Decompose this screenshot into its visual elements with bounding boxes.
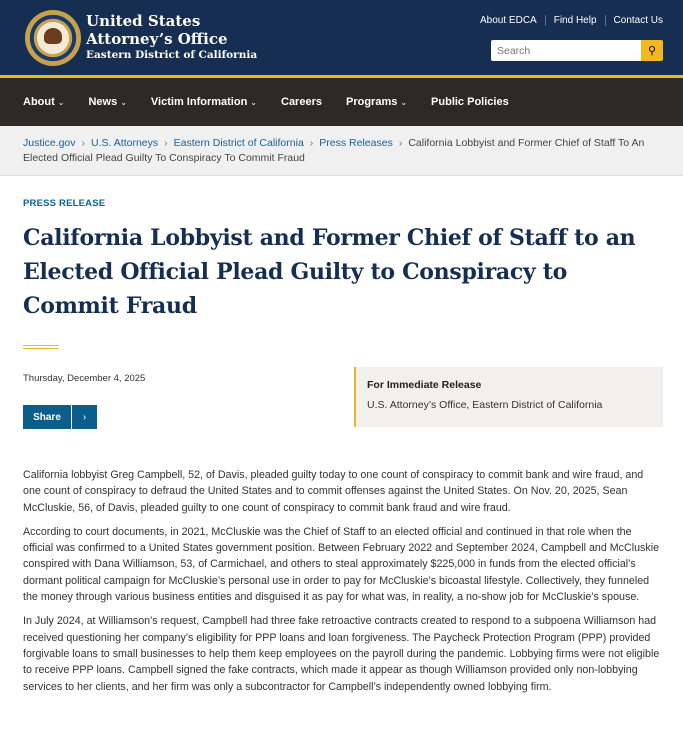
breadcrumb-edca[interactable]: Eastern District of California	[173, 137, 304, 149]
chevron-right-icon: ›	[309, 137, 314, 149]
chevron-right-icon: ›	[82, 411, 87, 423]
contact-us-link[interactable]: Contact Us	[605, 15, 663, 26]
chevron-down-icon: ⌄	[57, 98, 65, 107]
utility-links	[472, 15, 663, 26]
chevron-down-icon: ⌄	[400, 98, 408, 107]
nav-programs[interactable]	[346, 96, 407, 108]
search-icon: ⚲	[647, 45, 657, 57]
find-help-link[interactable]: Find Help	[545, 15, 605, 26]
nav-label: Careers	[281, 96, 322, 108]
chevron-right-icon: ›	[81, 137, 86, 149]
release-heading: For Immediate Release	[367, 379, 482, 391]
brand-line-1: United States	[86, 12, 201, 30]
nav-about[interactable]	[23, 96, 64, 108]
nav-label: Public Policies	[431, 96, 509, 108]
brand-line-2: Attorney’s Office	[86, 30, 228, 48]
article-paragraph: California lobbyist Greg Campbell, 52, of Davis, pleaded guilty today to one count of conspiracy to commit bank and wire fraud, and one count of conspiracy to defraud the United States and to commit offenses against the United States. On Nov. 20, 2025, Sean McCluskie, 56, of Davis, pleaded guilty to one count of conspiracy to commit bank fraud and wire fraud.	[23, 469, 644, 514]
breadcrumb	[0, 126, 683, 176]
chevron-down-icon: ⌄	[120, 98, 127, 107]
article-paragraph: In July 2024, at Williamson’s request, Campbell had three fake retroactive contracts created to respond to a subpoena Williamson had received questioning her company’s eligibility for PPP loans and loan forgiveness. The Paycheck Protection Program (PPP) provided forgivable loans to small businesses to help them keep employees on the payroll during the pandemic. Lobbying firms were not eligible to receive PPP loans. Campbell signed the fake contracts, which made it appear as though Williamson provided only non-lobbying services to her clients, and her firm was only a subcontractor for Campbell’s independently owned lobbying firm.	[23, 615, 660, 693]
search-form	[491, 40, 663, 61]
title-divider	[23, 345, 59, 349]
breadcrumb-us-attorneys[interactable]: U.S. Attorneys	[91, 137, 159, 149]
main-nav	[0, 78, 683, 126]
breadcrumb-current: California Lobbyist and Former Chief of Staff To An Elected Official Plead Guilty To Conspiracy To Commit Fraud	[23, 137, 645, 164]
release-box	[354, 367, 663, 427]
article-kicker: PRESS RELEASE	[23, 198, 106, 209]
nav-careers[interactable]	[281, 96, 322, 108]
doj-seal-logo[interactable]	[25, 10, 81, 66]
chevron-right-icon: ›	[164, 137, 168, 149]
search-button[interactable]	[641, 40, 663, 61]
nav-news[interactable]	[88, 96, 126, 108]
breadcrumb-press-releases[interactable]: Press Releases	[319, 137, 393, 149]
about-edca-link[interactable]: About EDCA	[480, 15, 537, 26]
share-label: Share	[23, 405, 72, 429]
chevron-right-icon: ›	[398, 137, 403, 149]
chevron-down-icon: ⌄	[250, 98, 257, 107]
nav-label: Victim Information	[150, 96, 248, 108]
article-date: Thursday, December 4, 2025	[23, 373, 146, 384]
share-button[interactable]	[23, 405, 97, 429]
breadcrumb-justice-gov[interactable]: Justice.gov	[23, 137, 76, 149]
search-input[interactable]	[491, 40, 641, 61]
brand-line-3: Eastern District of California	[86, 49, 258, 61]
nav-public-policies[interactable]	[431, 96, 509, 108]
nav-victim-information[interactable]	[151, 96, 257, 108]
nav-label: Programs	[345, 96, 398, 108]
release-office: U.S. Attorney’s Office, Eastern District of California	[367, 399, 603, 411]
nav-label: News	[88, 96, 118, 108]
article-meta	[23, 367, 660, 467]
nav-label: About	[23, 96, 55, 108]
article-paragraph: According to court documents, in 2021, McCluskie was the Chief of Staff to an elected official and continued in that role when the official was confirmed to a United States government position. Between February 2022 and September 2024, Campbell and McCluskie conspired with Dana Williamson, 53, of Carmichael, and others to steal approximately $225,000 in funds from the elected official’s dormant political campaign for McCluskie’s personal use in order to pay for McCluskie’s bicoastal lifestyle. Collectively, they funneled the money through various business entities and disguised it as pay for what was, in reality, a no-show job for McCluskie’s spouse.	[23, 525, 660, 604]
site-header	[0, 0, 683, 78]
page-title: California Lobbyist and Former Chief of Staff to an Elected Official Plead Guilty to Conspiracy to Commit Fraud	[23, 225, 636, 319]
article	[0, 198, 683, 695]
site-brand[interactable]	[86, 12, 257, 63]
